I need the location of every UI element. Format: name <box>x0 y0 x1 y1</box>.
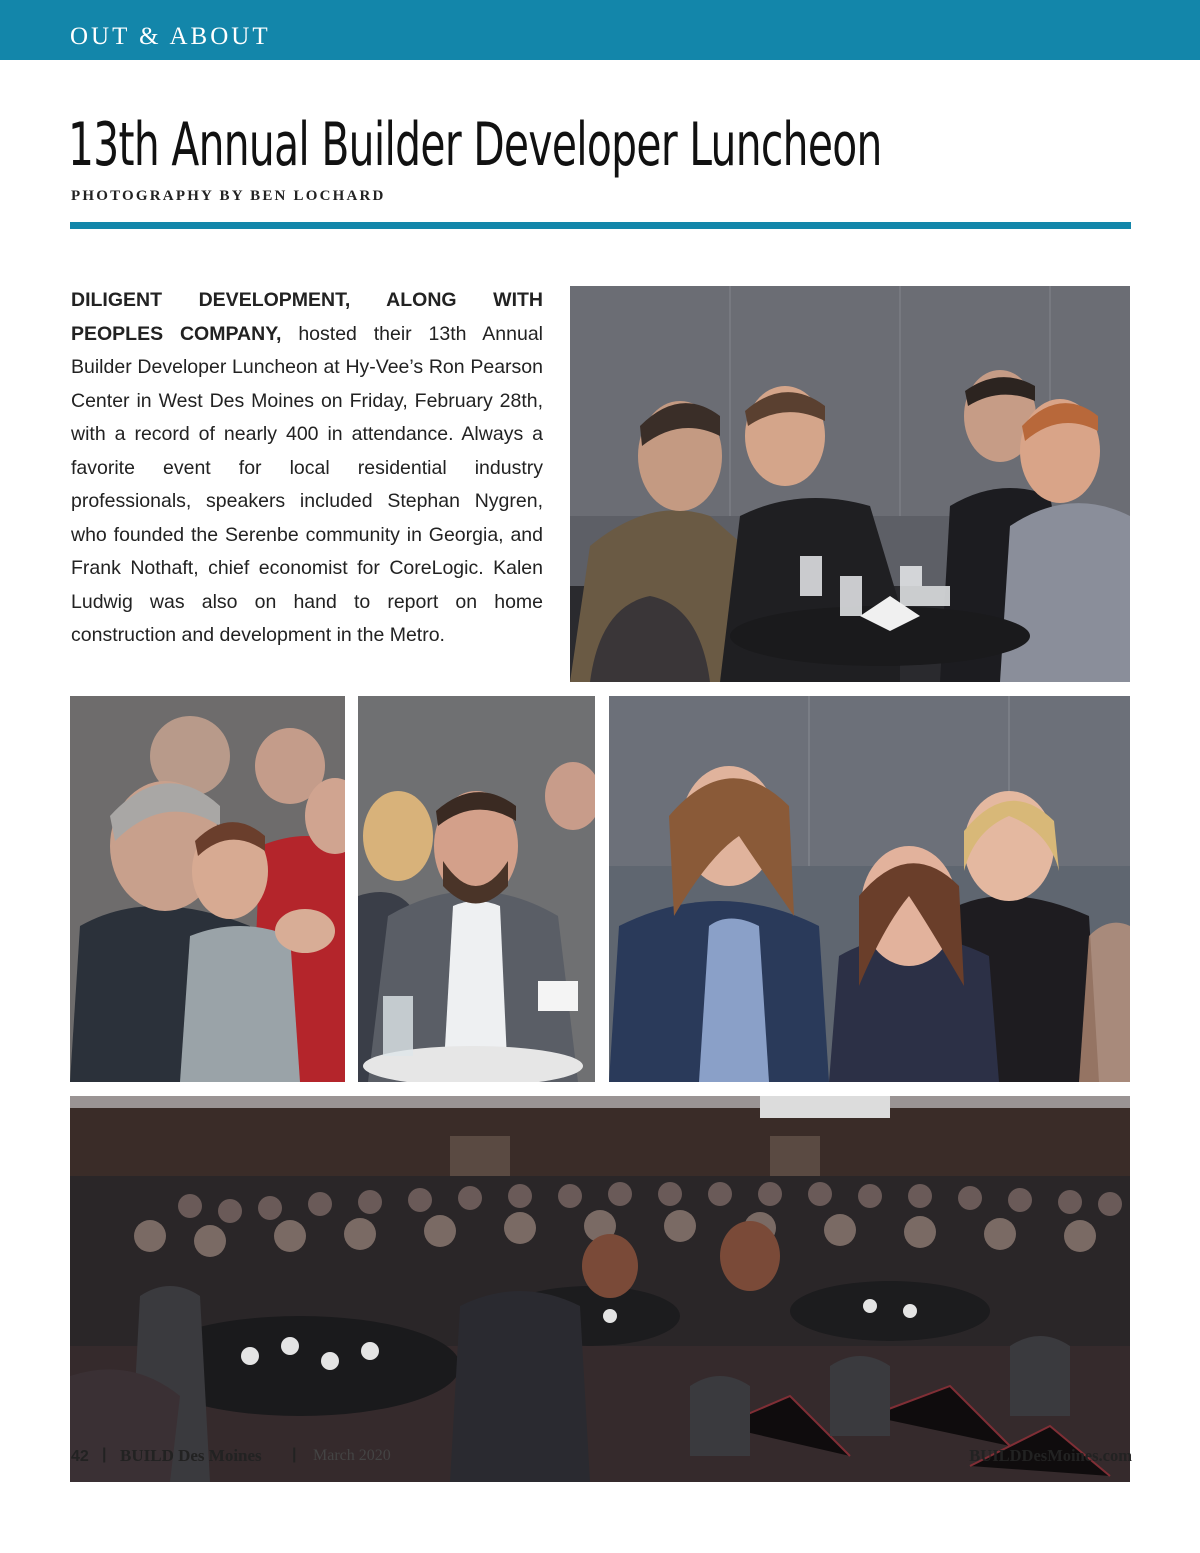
photo-attendees-left <box>70 696 345 1082</box>
section-header-bar <box>0 0 1200 60</box>
footer-separator: | <box>102 1446 107 1463</box>
photo-attendees-women <box>609 696 1130 1082</box>
article-text: hosted their 13th Annual Builder Developer Luncheon at Hy-Vee’s Ron Pearson Center in West Des Moines on Friday, February 28th, with a record of nearly 400 in attendance. Always a favorite event for local residential industry professionals, speakers included Stephan Nygren, who founded the Serenbe community in Georgia, and Frank Nothaft, chief economist for CoreLogic. Kalen Ludwig was also on hand to report on home construction and development in the Metro. <box>71 322 544 646</box>
footer-separator: | <box>292 1446 297 1463</box>
issue-date: March 2020 <box>313 1447 391 1464</box>
page-number: 42 <box>71 1448 89 1465</box>
website-link[interactable]: BUILDDesMoines.com <box>969 1446 1132 1465</box>
photo-attendee-center <box>358 696 595 1082</box>
section-label: OUT & ABOUT <box>70 23 271 50</box>
publication-name: BUILD Des Moines <box>120 1446 262 1465</box>
title-divider <box>70 222 1131 229</box>
photo-banquet-hall <box>70 1096 1130 1482</box>
article-title: 13th Annual Builder Developer Luncheon <box>68 110 882 180</box>
article-lead: DILIGENT DEVELOPMENT, ALONG WITH PEOPLES COMPANY, <box>71 289 543 345</box>
photo-men-at-table <box>570 286 1130 682</box>
photo-credit: PHOTOGRAPHY BY BEN LOCHARD <box>71 188 386 204</box>
article-body <box>71 284 543 653</box>
